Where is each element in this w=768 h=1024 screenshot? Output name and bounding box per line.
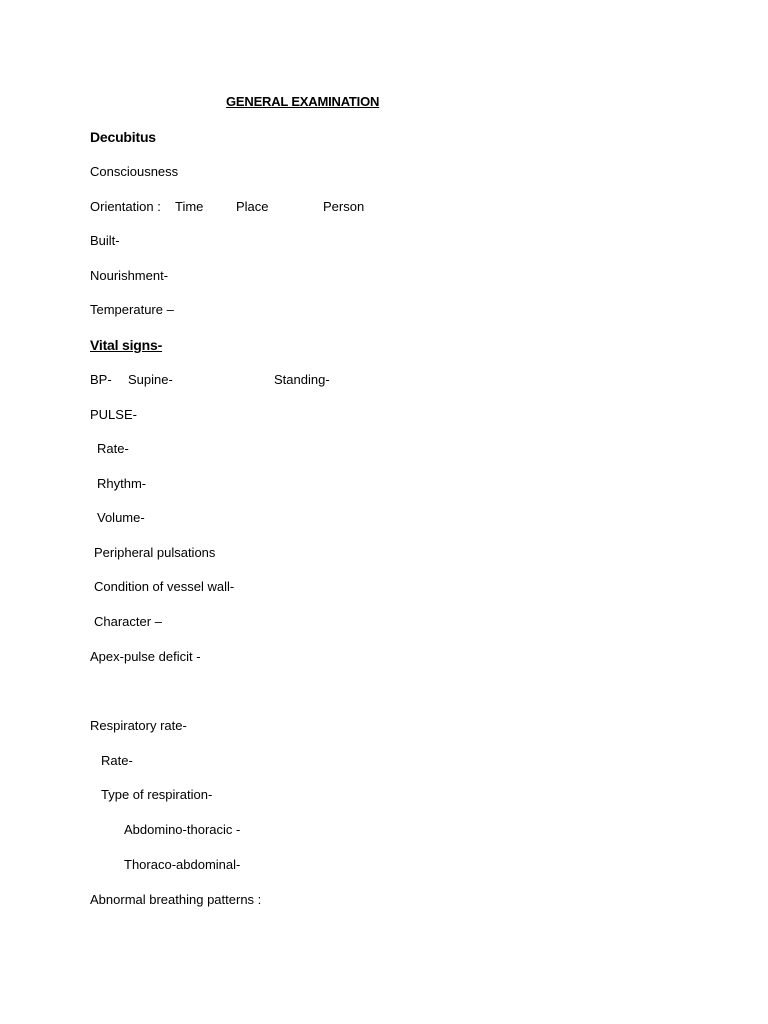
decubitus-heading: Decubitus [90,129,156,145]
apex-pulse-deficit: Apex-pulse deficit - [90,649,201,664]
respiratory-rate-label: Respiratory rate- [90,718,187,733]
built-label: Built- [90,233,120,248]
vital-signs-heading: Vital signs- [90,337,163,353]
pulse-character: Character – [94,614,162,629]
respiratory-rate: Rate- [101,753,133,768]
orientation-person: Person [323,199,365,214]
pulse-rhythm: Rhythm- [97,476,147,491]
pulse-volume: Volume- [97,510,145,525]
orientation-place: Place [236,199,269,214]
document-title: GENERAL EXAMINATION [226,94,380,109]
nourishment-label: Nourishment- [90,268,169,283]
peripheral-pulsations: Peripheral pulsations [94,545,216,560]
orientation-label: Orientation : [90,199,161,214]
thoraco-abdominal: Thoraco-abdominal- [124,857,241,872]
abdomino-thoracic: Abdomino-thoracic - [124,822,241,837]
vessel-wall-condition: Condition of vessel wall- [94,579,235,594]
consciousness-label: Consciousness [90,164,179,179]
pulse-rate: Rate- [97,441,129,456]
pulse-label: PULSE- [90,407,137,422]
respiration-type: Type of respiration- [101,787,213,802]
orientation-time: Time [175,199,204,214]
bp-supine: Supine- [128,372,173,387]
abnormal-breathing-patterns: Abnormal breathing patterns : [90,892,262,907]
bp-label: BP- [90,372,112,387]
bp-standing: Standing- [274,372,330,387]
temperature-label: Temperature – [90,302,174,317]
